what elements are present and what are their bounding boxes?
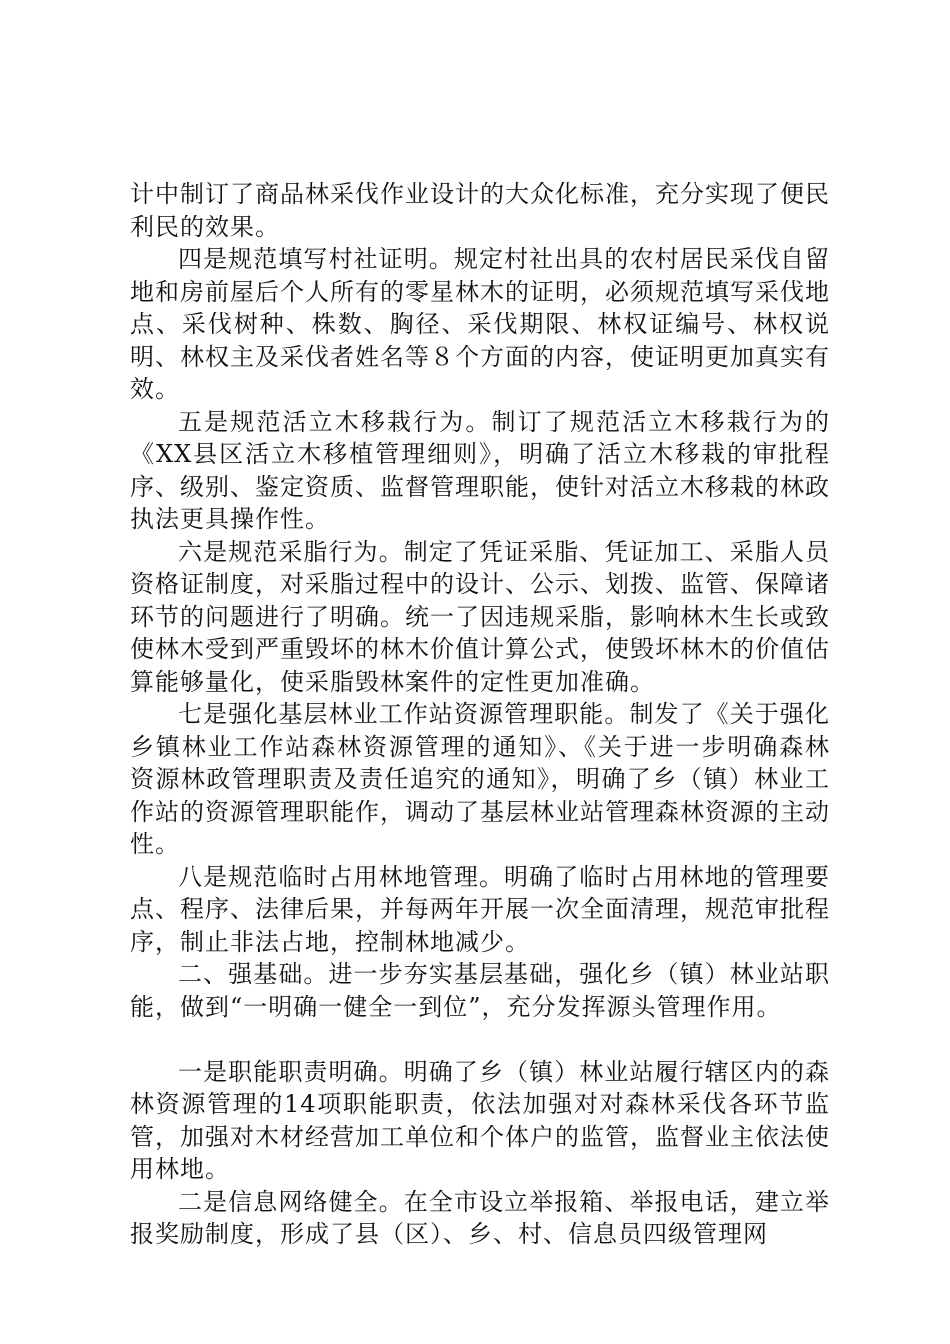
paragraph-temporary-land-use: 八是规范临时占用林地管理。明确了临时占用林地的管理要点、程序、法律后果，并每两年开展一次全面清理，规范审批程序，制止非法占地，控制林地减少。: [130, 862, 830, 956]
paragraph-strengthen-foundation: 二、强基础。进一步夯实基层基础，强化乡（镇）林业站职能，做到“一明确一健全一到位”，充分发挥源头管理作用。: [130, 960, 830, 1021]
paragraph-duties-defined: 一是职能职责明确。明确了乡（镇）林业站履行辖区内的森林资源管理的14项职能职责，依法加强对对森林采伐各环节监管，加强对木材经营加工单位和个体户的监管，监督业主依法使用林地。: [130, 1057, 830, 1183]
document-body: [130, 178, 830, 1251]
paragraph-spacer: [130, 1023, 830, 1056]
paragraph-resin-tapping: 六是规范采脂行为。制定了凭证采脂、凭证加工、采脂人员资格证制度，对采脂过程中的设计、公示、划拨、监管、保障诸环节的问题进行了明确。统一了因违规采脂，影响林木生长或致使林木受到严重毁坏的林木价值计算公式，使毁坏林木的价值估算能够量化，使采脂毁林案件的定性更加准确。: [130, 537, 830, 696]
paragraph-forestry-station: 七是强化基层林业工作站资源管理职能。制发了《关于强化乡镇林业工作站森林资源管理的通知》、《关于进一步明确森林资源林政管理职责及责任追究的通知》，明确了乡（镇）林业工作站的资源管理职能作，调动了基层林业站管理森林资源的主动性。: [130, 700, 830, 858]
paragraph-continuation: 计中制订了商品林采伐作业设计的大众化标准，充分实现了便民利民的效果。: [130, 180, 830, 241]
paragraph-tree-transplant: 五是规范活立木移栽行为。制订了规范活立木移栽行为的《XX县区活立木移植管理细则》，明确了活立木移栽的审批程序、级别、鉴定资质、监督管理职能，使针对活立木移栽的林政执法更具操作性。: [130, 407, 830, 533]
paragraph-info-network: 二是信息网络健全。在全市设立举报箱、举报电话，建立举报奖励制度，形成了县（区）、乡、村、信息员四级管理网: [130, 1187, 830, 1248]
paragraph-village-certificate: 四是规范填写村社证明。规定村社出具的农村居民采伐自留地和房前屋后个人所有的零星林木的证明，必须规范填写采伐地点、采伐树种、株数、胸径、采伐期限、林权证编号、林权说明、林权主及采伐者姓名等８个方面的内容，使证明更加真实有效。: [130, 245, 830, 403]
